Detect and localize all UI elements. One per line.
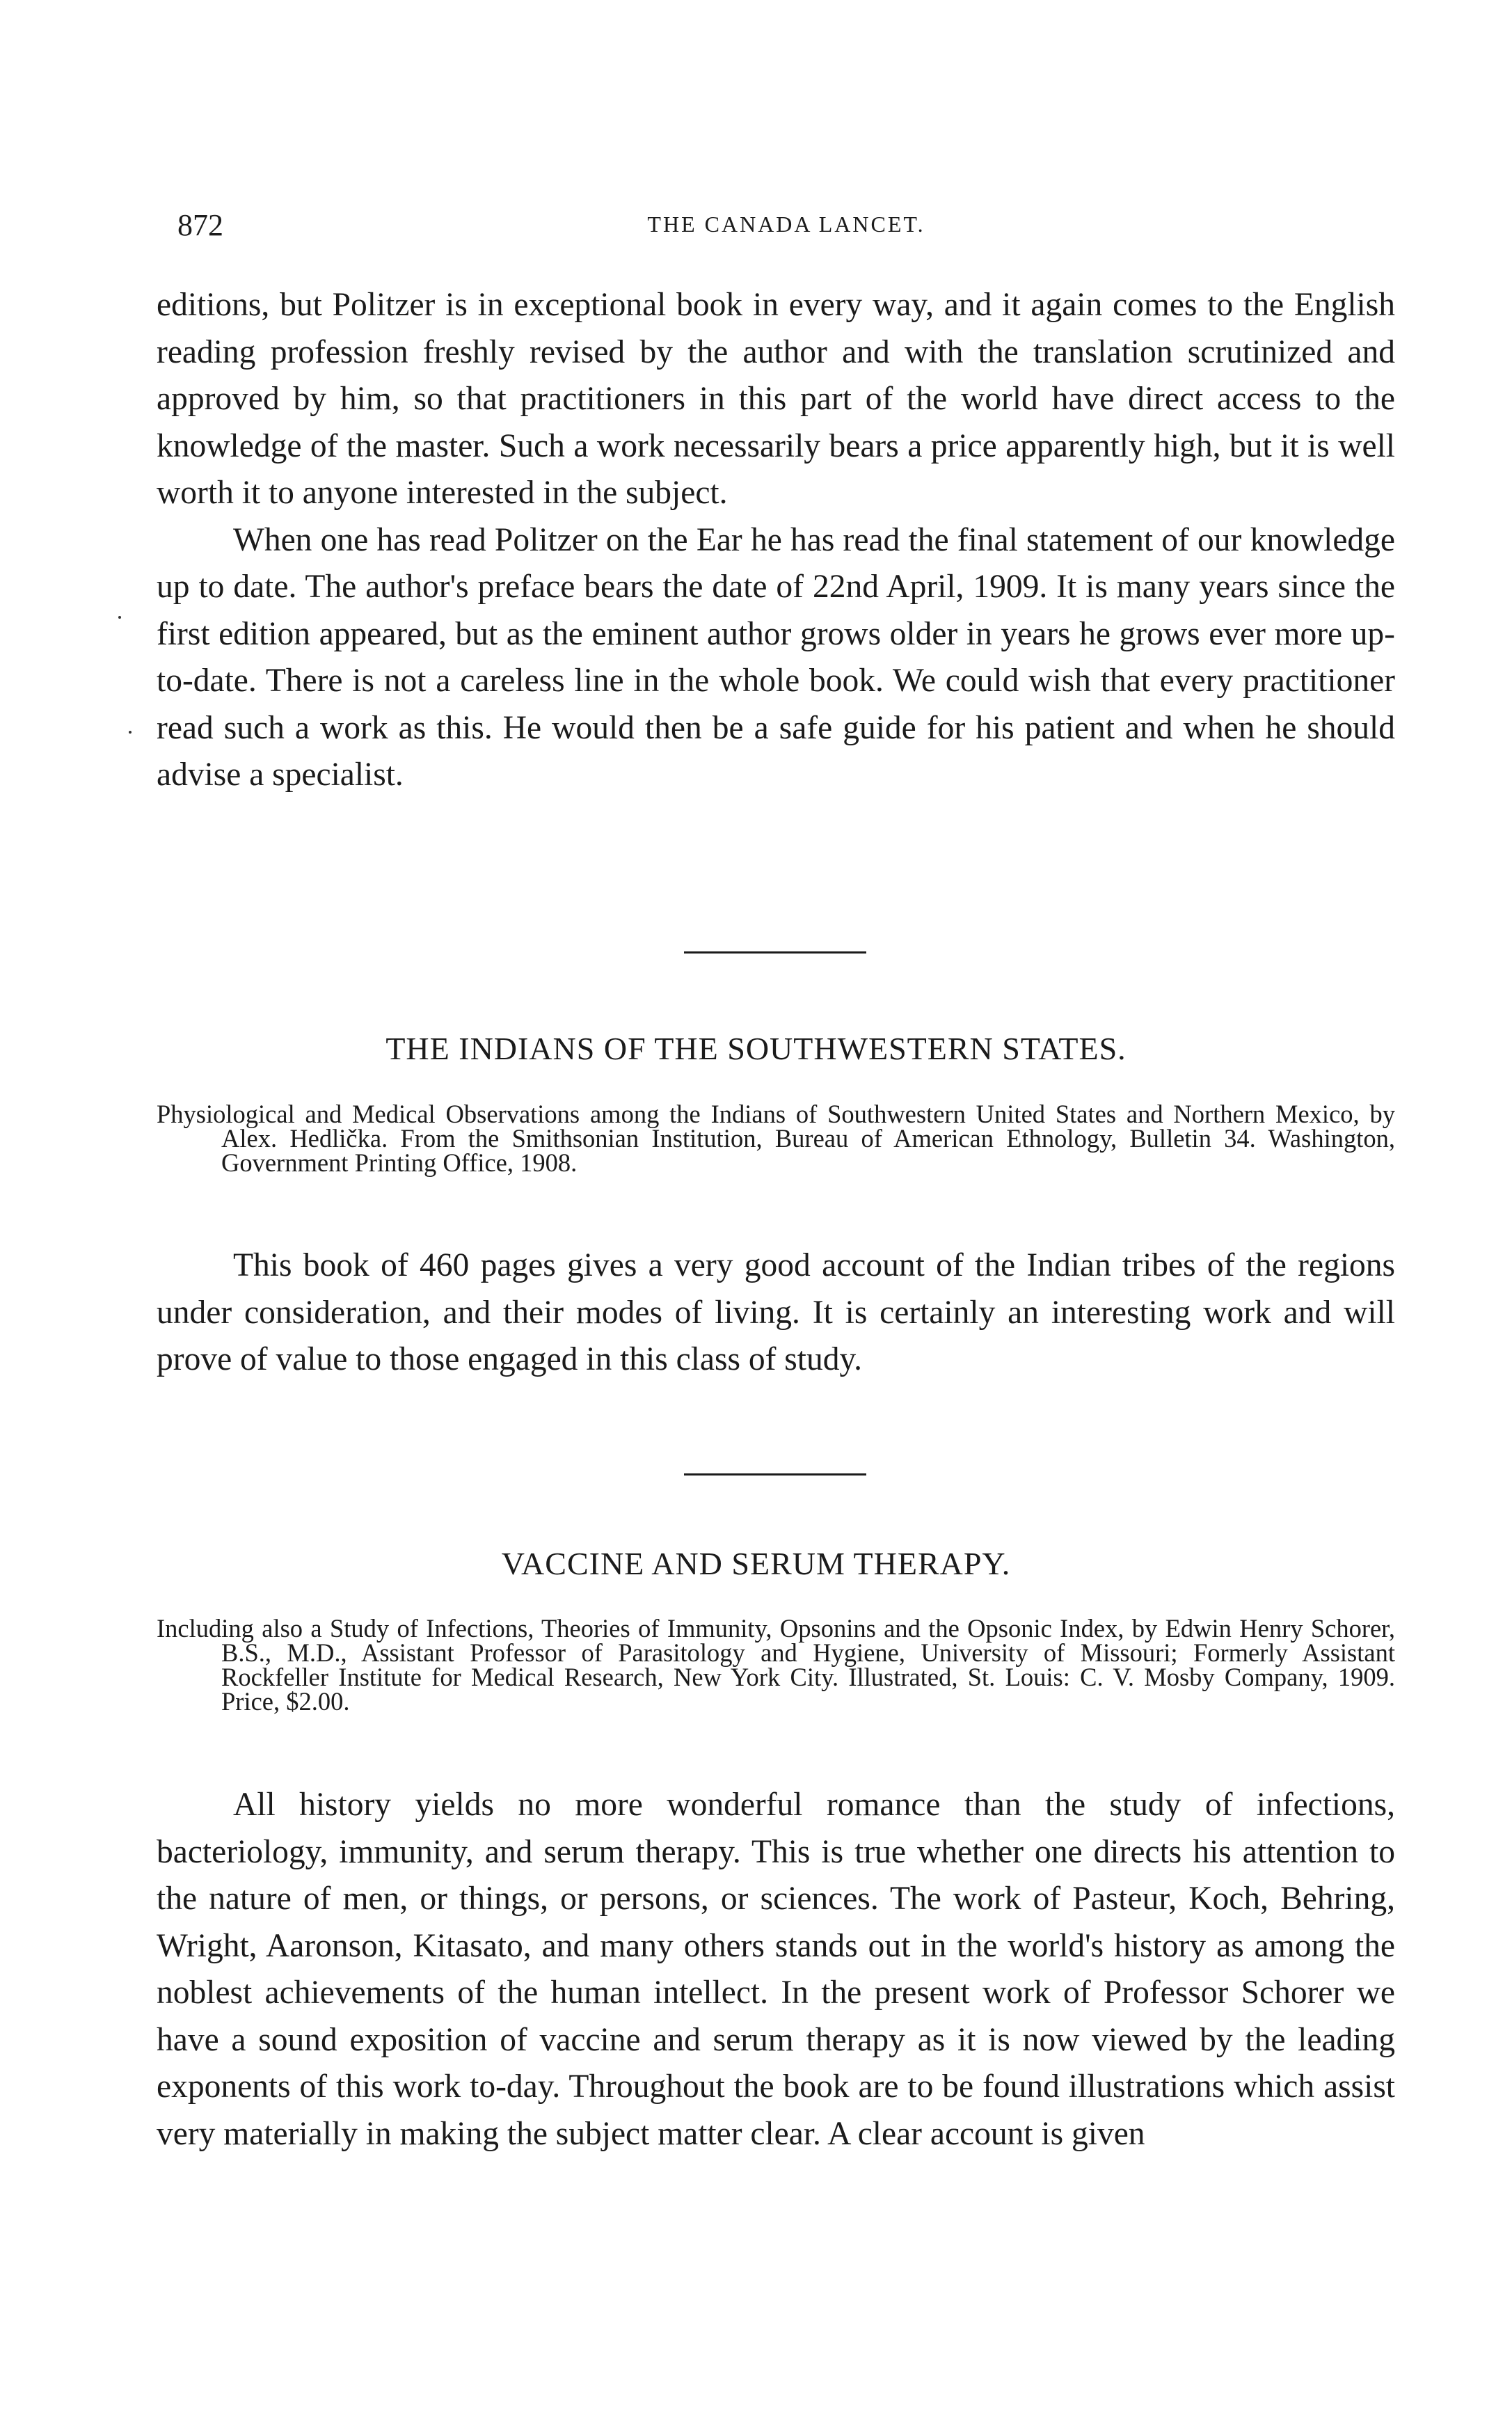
indians-review-body — [157, 1242, 1395, 1384]
section-divider — [684, 1473, 866, 1475]
vaccine-review-body — [157, 1782, 1395, 2158]
politzer-paragraph-2: When one has read Politzer on the Ear he has read the final statement of our knowledge up to date. The author's preface bears the date of 22nd April, 1909. It is many years since the first edition appeared, but as the eminent author grows older in years he grows ever more up-to-date. There is not a careless line in the whole book. We could wish that every practitioner read such a work as this. He would then be a safe guide for his patient and when he should advise a specialist. — [157, 521, 1395, 793]
indians-review-paragraph: This book of 460 pages gives a very good account of the Indian tribes of the regions under consideration, and their modes of living. It is certainly an interesting work and will prove of value to those engaged in this class of study. — [157, 1247, 1395, 1377]
politzer-paragraph-1: editions, but Politzer is in exceptional book in every way, and it again comes to the English reading profession freshly revised by the author and with the translation scrutinized and approved by him, so that practitioners in this part of the world have direct access to the knowledge of the master. Such a work necessarily bears a price apparently high, but it is well worth it to anyone interested in the subject. — [157, 287, 1395, 511]
vaccine-review-citation: Including also a Study of Infections, Theories of Immunity, Opsonins and the Opsonic Index, by Edwin Henry Schorer, B.S., M.D., Assistant Professor of Parasitology and Hygiene, University of Missouri; Formerly Assistant Rockfeller Institute for Medical Research, New York City. Illustrated, St. Louis: C. V. Mosby Company, 1909. Price, $2.00. — [157, 1614, 1395, 1716]
margin-mark — [129, 731, 132, 734]
indians-review-citation: Physiological and Medical Observations among the Indians of Southwestern United States and Northern Mexico, by Alex. Hedlička. From the Smithsonian Institution, Bureau of American Ethnology, Bulletin 34. Washington, Government Printing Office, 1908. — [157, 1100, 1395, 1177]
page-number: 872 — [177, 208, 223, 242]
section-divider — [684, 951, 866, 954]
running-header — [177, 207, 1395, 249]
vaccine-review-paragraph: All history yields no more wonderful romance than the study of infections, bacteriology, immunity, and serum therapy. This is true whether one directs his attention to the nature of men, or things, or persons, or sciences. The work of Pasteur, Koch, Behring, Wright, Aaronson, Kitasato, and many others stands out in the world's history as among the noblest achievements of the human intellect. In the present work of Professor Schorer we have a sound exposition of vaccine and serum therapy as it is now viewed by the leading exponents of this work to-day. Throughout the book are to be found illustrations which assist very materially in making the subject matter clear. A clear account is given — [157, 1787, 1395, 2152]
vaccine-review-title: VACCINE AND SERUM THERAPY. — [501, 1546, 1011, 1581]
indians-review-title: THE INDIANS OF THE SOUTHWESTERN STATES. — [385, 1031, 1127, 1066]
politzer-review — [157, 282, 1395, 799]
margin-mark — [118, 616, 121, 619]
journal-title: THE CANADA LANCET. — [647, 212, 925, 237]
